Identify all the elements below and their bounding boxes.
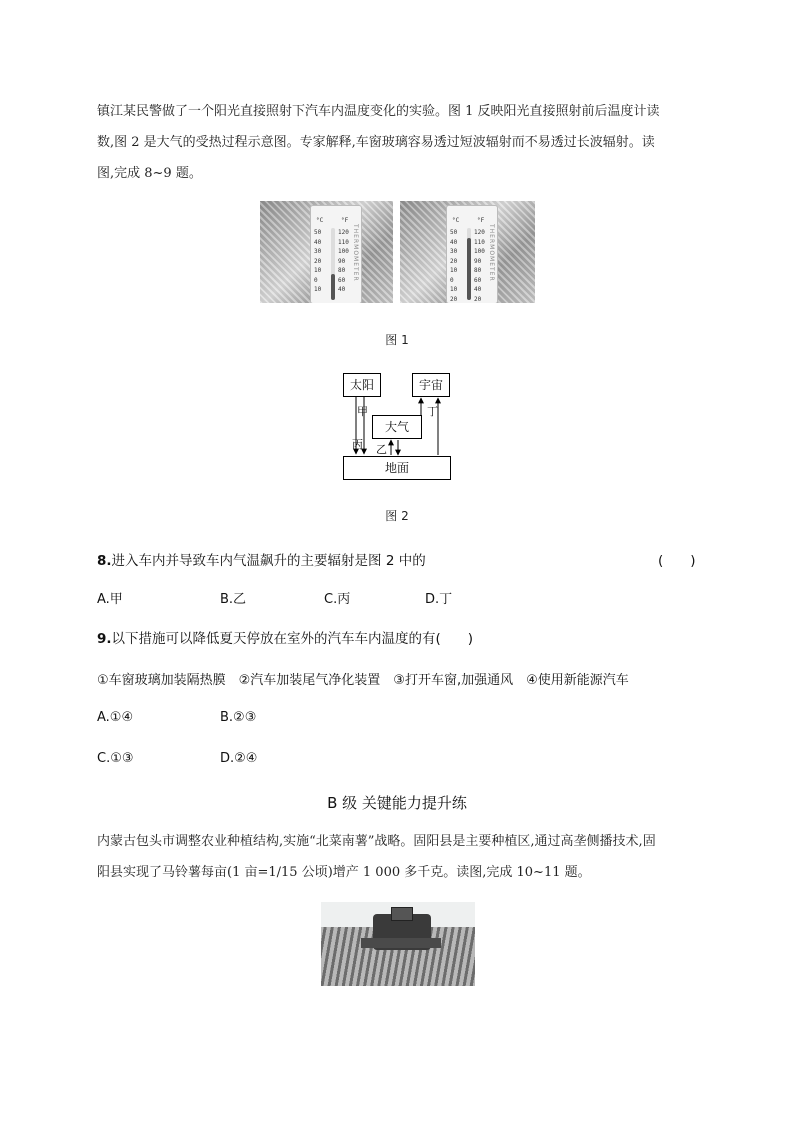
q8-option-b[interactable]: B.乙 [220, 592, 247, 607]
tractor-cab [391, 907, 413, 921]
intro-line: 图,完成 8~9 题。 [97, 166, 202, 181]
intro-line: 数,图 2 是大气的受热过程示意图。专家解释,车窗玻璃容易透过短波辐射而不易透过长波辐射。读 [97, 135, 655, 150]
answer-blank: ( ) [658, 553, 696, 569]
section-title: B 级 关键能力提升练 [327, 794, 467, 812]
thermometer [446, 205, 498, 303]
atmosphere-box: 大气 [372, 415, 422, 439]
fahrenheit-unit: °F [477, 217, 485, 224]
question-9 [97, 627, 473, 647]
seeder [361, 938, 441, 948]
fahrenheit-scale: 120 110 100 90 80 60 40 20 [474, 229, 485, 303]
thermometer-label: THERMOMETER [488, 224, 495, 282]
sun-box: 太阳 [343, 373, 381, 397]
q8-option-d[interactable]: D.丁 [425, 592, 453, 607]
thermometer-mercury [331, 274, 335, 300]
figure-2-caption: 图 2 [385, 509, 409, 523]
potato-field-photo [321, 902, 475, 986]
intro-paragraph-1 [97, 96, 702, 189]
q9-measures: ①车窗玻璃加装隔热膜 ②汽车加装尾气净化装置 ③打开车窗,加强通风 ④使用新能源汽车 [97, 673, 629, 688]
label-jia: 甲 [357, 405, 368, 418]
question-number: 8. [97, 553, 112, 569]
celsius-scale: 50 40 30 20 10 0 10 20 [450, 229, 458, 303]
question-text: 以下措施可以降低夏天停放在室外的汽车车内温度的有( ) [111, 631, 474, 647]
ground-box: 地面 [343, 456, 451, 480]
question-text: 进入车内并导致车内气温飙升的主要辐射是图 2 中的 [111, 553, 426, 569]
q8-option-c[interactable]: C.丙 [324, 592, 351, 607]
thermometer-photo-before [260, 201, 393, 303]
celsius-unit: °C [452, 217, 460, 224]
intro-paragraph-2 [97, 826, 702, 888]
q9-option-b[interactable]: B.②③ [220, 710, 257, 725]
question-number: 9. [97, 631, 112, 647]
question-8 [97, 549, 426, 569]
fahrenheit-unit: °F [341, 217, 349, 224]
intro-line: 阳县实现了马铃薯每亩(1 亩=1/15 公顷)增产 1 000 多千克。读图,完成 10~11 题。 [97, 865, 591, 880]
label-yi: 乙 [376, 443, 387, 456]
q9-option-a[interactable]: A.①④ [97, 710, 134, 725]
q9-option-d[interactable]: D.②④ [220, 751, 258, 766]
label-bing: 丙 [352, 438, 363, 451]
figure-1-caption: 图 1 [385, 333, 409, 347]
celsius-unit: °C [316, 217, 324, 224]
q9-option-c[interactable]: C.①③ [97, 751, 134, 766]
thermometer-label: THERMOMETER [352, 224, 359, 282]
fahrenheit-scale: 120 110 100 90 80 60 40 [338, 229, 349, 293]
label-ding: 丁 [427, 405, 438, 418]
space-box: 宇宙 [412, 373, 450, 397]
thermometer-mercury [467, 238, 471, 300]
intro-line: 内蒙古包头市调整农业种植结构,实施“北菜南薯”战略。固阳县是主要种植区,通过高垄侧播技术,固 [97, 834, 656, 849]
q8-option-a[interactable]: A.甲 [97, 592, 123, 607]
thermometer-photo-after [400, 201, 535, 303]
celsius-scale: 50 40 30 20 10 0 10 [314, 229, 322, 293]
thermometer [310, 205, 362, 303]
intro-line: 镇江某民警做了一个阳光直接照射下汽车内温度变化的实验。图 1 反映阳光直接照射前后温度计读 [97, 104, 660, 119]
